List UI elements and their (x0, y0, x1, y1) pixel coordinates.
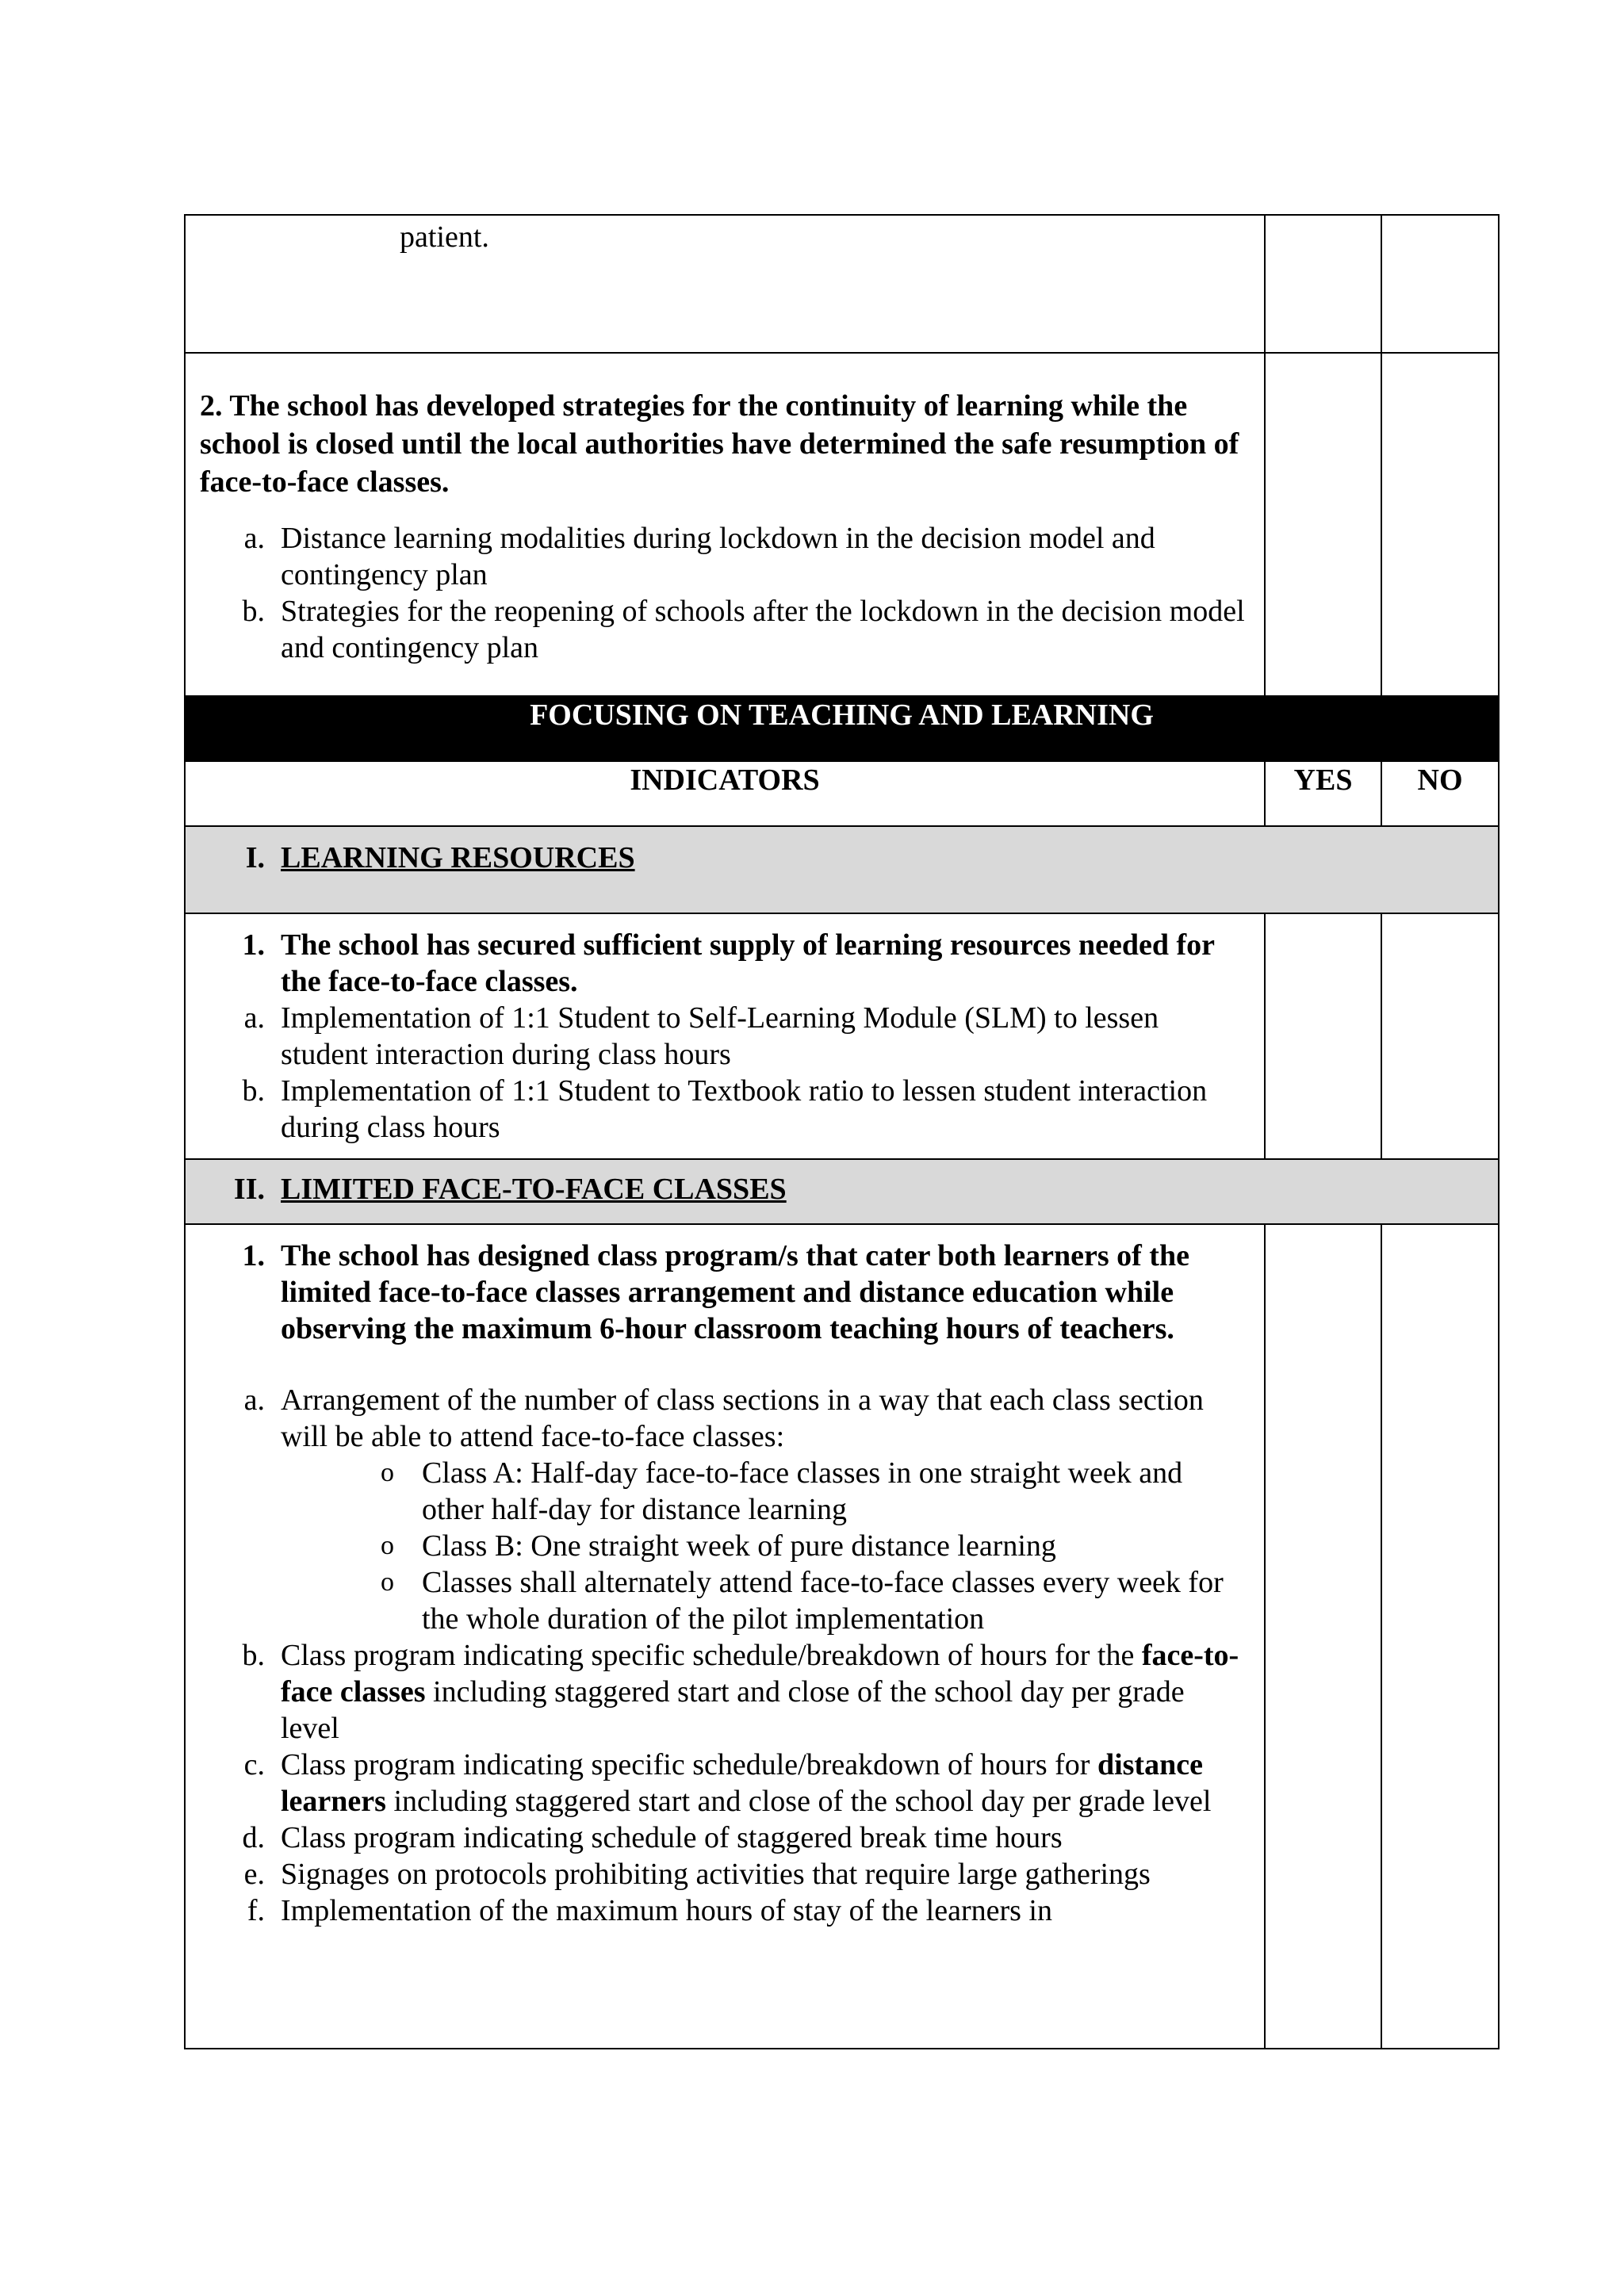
bullet-class-b (200, 1528, 1250, 1564)
item2-heading: 2. The school has developed strategies for the continuity of learning while the school is closed until the local authorities have determined the safe resumption of face-to-face classes. (200, 389, 1239, 499)
no-checkbox-cell[interactable] (1381, 353, 1499, 696)
section1-item1 (200, 927, 1250, 1000)
section1-title: LEARNING RESOURCES (281, 841, 635, 874)
subitem-marker: a. (243, 522, 265, 555)
subitem-text: Strategies for the reopening of schools after the lockdown in the decision model and contingency plan (281, 595, 1245, 664)
subitem-marker: b. (242, 1639, 265, 1672)
emphasis-text: distance learners (281, 1748, 1203, 1818)
bullet-text: Class B: One straight week of pure distance learning (422, 1529, 1056, 1563)
item2-subitem-a (200, 520, 1250, 593)
section1-item-cell (185, 913, 1265, 1159)
section2-subitem-e (200, 1856, 1250, 1892)
subitem-marker: e. (243, 1858, 265, 1891)
no-header: NO (1381, 761, 1499, 826)
subitem-marker: a. (243, 1383, 265, 1417)
continued-row (185, 215, 1499, 353)
subitem-text: Class program indicating schedule of staggered break time hours (281, 1821, 1063, 1854)
section2-title: LIMITED FACE-TO-FACE CLASSES (281, 1173, 787, 1206)
subitem-text (281, 1747, 1250, 1820)
text-part: including staggered start and close of the school day per grade level (281, 1675, 1185, 1745)
item-marker: 1. (242, 928, 265, 962)
subitem-text: Distance learning modalities during lockdown in the decision model and contingency plan (281, 522, 1155, 591)
section2-header-cell (185, 1159, 1499, 1224)
text-part: Class program indicating specific schedule/breakdown of hours for the (281, 1639, 1142, 1672)
subitem-text (281, 1637, 1250, 1747)
no-checkbox-cell[interactable] (1381, 1224, 1499, 2049)
bullet-marker: o (381, 1531, 394, 1560)
subitem-text: Signages on protocols prohibiting activities that require large gatherings (281, 1858, 1151, 1891)
section1-header-cell (185, 826, 1499, 913)
banner-row (185, 696, 1499, 761)
section1-subitem-b (200, 1073, 1250, 1146)
bullet-marker: o (381, 1567, 394, 1597)
yes-checkbox-cell[interactable] (1265, 1224, 1381, 2049)
section1-header-row (185, 826, 1499, 913)
indicators-header: INDICATORS (185, 761, 1265, 826)
subitem-text: Implementation of the maximum hours of stay of the learners in (281, 1894, 1052, 1927)
item-heading: The school has secured sufficient supply of learning resources needed for the face-to-face classes. (281, 928, 1215, 998)
section2-subitem-d (200, 1820, 1250, 1856)
subitem-marker: b. (242, 595, 265, 628)
section2-subitem-c (200, 1747, 1250, 1820)
text-part: including staggered start and close of the school day per grade level (385, 1785, 1212, 1818)
item2-subitem-b (200, 593, 1250, 666)
yes-header: YES (1265, 761, 1381, 826)
subitem-marker: a. (243, 1001, 265, 1035)
no-checkbox-cell[interactable] (1381, 913, 1499, 1159)
subitem-marker: f. (247, 1894, 265, 1927)
section2-item1 (200, 1238, 1250, 1347)
text-part: Class program indicating specific schedule/breakdown of hours for (281, 1748, 1097, 1781)
continued-cell (185, 215, 1265, 353)
item-marker: 1. (242, 1239, 265, 1272)
section1-item-row (185, 913, 1499, 1159)
banner-title: FOCUSING ON TEACHING AND LEARNING (185, 696, 1499, 761)
continued-text: patient. (400, 220, 489, 254)
section2-header-row (185, 1159, 1499, 1224)
section1-subitem-a (200, 1000, 1250, 1073)
subitem-marker: c. (243, 1748, 265, 1781)
subitem-text: Implementation of 1:1 Student to Self-Learning Module (SLM) to lessen student interaction during class hours (281, 1001, 1159, 1071)
section2-subitem-a (200, 1382, 1250, 1455)
section1-numeral: I. (245, 841, 265, 874)
no-checkbox-cell[interactable] (1381, 215, 1499, 353)
section2-subitem-b (200, 1637, 1250, 1747)
section2-item-row (185, 1224, 1499, 2049)
yes-checkbox-cell[interactable] (1265, 215, 1381, 353)
yes-checkbox-cell[interactable] (1265, 353, 1381, 696)
subitem-marker: b. (242, 1074, 265, 1108)
item-heading: The school has designed class program/s that cater both learners of the limited face-to-face classes arrangement and distance education while observing the maximum 6-hour classroom teaching hours of teachers. (281, 1239, 1189, 1345)
item2-row (185, 353, 1499, 696)
checklist-table (184, 214, 1500, 2049)
bullet-text: Classes shall alternately attend face-to-face classes every week for the whole duration of the pilot implementation (422, 1566, 1224, 1636)
emphasis-text: face-to-face classes (281, 1639, 1239, 1709)
bullet-class-a (200, 1455, 1250, 1528)
section2-item-cell (185, 1224, 1265, 2049)
yes-checkbox-cell[interactable] (1265, 913, 1381, 1159)
section2-numeral: II. (233, 1173, 265, 1206)
subitem-text: Implementation of 1:1 Student to Textbook ratio to lessen student interaction during class hours (281, 1074, 1208, 1144)
subitem-marker: d. (242, 1821, 265, 1854)
section2-subitem-f (200, 1892, 1250, 1929)
item2-cell (185, 353, 1265, 696)
bullet-marker: o (381, 1458, 394, 1487)
header-row (185, 761, 1499, 826)
bullet-text: Class A: Half-day face-to-face classes in one straight week and other half-day for distance learning (422, 1456, 1183, 1526)
subitem-text: Arrangement of the number of class sections in a way that each class section will be able to attend face-to-face classes: (281, 1383, 1204, 1453)
bullet-alternate (200, 1564, 1250, 1637)
